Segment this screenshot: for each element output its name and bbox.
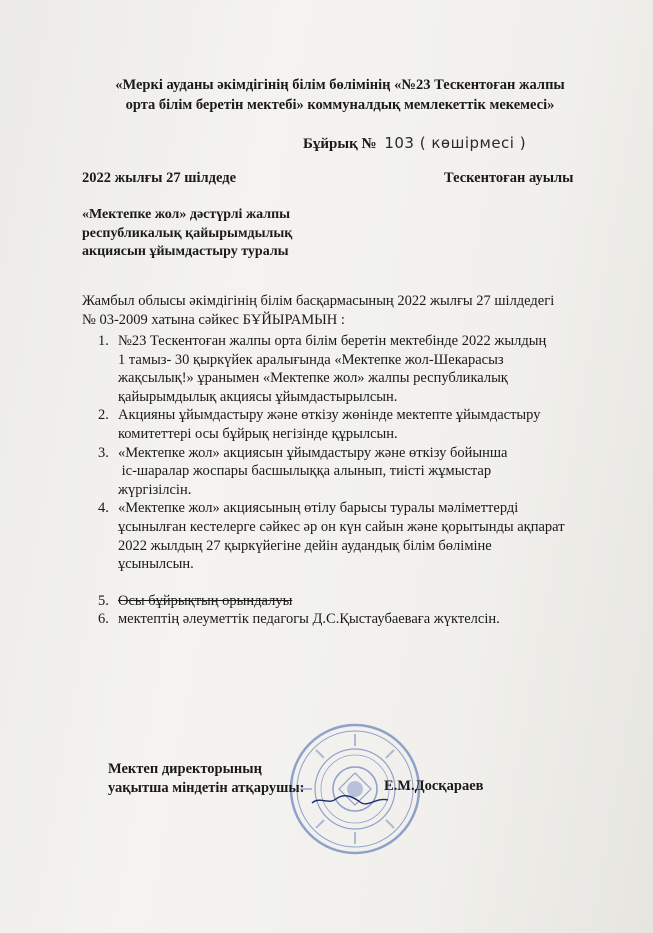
item-line: «Мектепке жол» акциясын ұйымдастыру және өткізу бойынша (118, 444, 508, 461)
institution-header (70, 75, 610, 115)
order-item (82, 610, 592, 629)
signatory-name: Е.М.Досқараев (384, 778, 484, 794)
order-date: 2022 жылғы 27 шілдеде (82, 170, 237, 186)
header-line-2: орта білім беретін мектебі» коммуналдық мемлекеттік мекемесі» (125, 97, 555, 113)
order-place: Тескентоған ауылы (444, 170, 574, 186)
item-line: қайырымдылық акциясы ұйымдастырылсын. (118, 388, 398, 405)
item-line: «Мектепке жол» акциясының өтілу барысы туралы мәліметтерді (118, 500, 519, 517)
subject-line: «Мектепке жол» дәстүрлі жалпы (82, 207, 291, 222)
item-line: №23 Тескентоған жалпы орта білім беретін мектебінде 2022 жылдың (118, 333, 547, 349)
item-number: 6. (98, 611, 109, 628)
item-number: 1. (98, 333, 109, 349)
item-line: жүргізілсін. (118, 481, 192, 498)
item-line: ұсынылған кестелерге сәйкес әр он күн сайын және қорытынды ақпарат (118, 518, 565, 535)
signatory-title-line: Мектеп директорының (108, 761, 262, 777)
item-line: 2022 жылдың 27 қыркүйегіне дейін аудандық білім бөліміне (118, 537, 492, 554)
subject-line: акциясын ұйымдастыру туралы (82, 244, 289, 259)
order-number-handwritten: 103 ( көшірмесі ) (384, 134, 527, 152)
item-line: комитеттері осы бұйрық негізінде құрылсын. (118, 425, 398, 442)
order-item (82, 592, 592, 611)
order-preamble (82, 292, 582, 329)
item-line: ұсынылсын. (118, 556, 194, 573)
preamble-line: № 03-2009 хатына сәйкес БҰЙЫРАМЫН : (82, 311, 345, 328)
signatory-title-line: уақытша міндетін атқарушы: (108, 779, 305, 796)
preamble-line: Жамбыл облысы әкімдігінің білім басқармасының 2022 жылғы 27 шілдедегі (82, 293, 555, 309)
signatory-title (108, 760, 305, 797)
order-item (82, 444, 592, 500)
item-line: мектептің әлеуметтік педагогы Д.С.Қыстаубаеваға жүктелсін. (118, 611, 500, 628)
order-subject (82, 206, 342, 262)
order-item (82, 499, 592, 573)
order-item (82, 332, 592, 406)
item-line: 1 тамыз- 30 қыркүйек аралығында «Мектепке жол-Шекарасыз (118, 351, 504, 368)
subject-line: республикалық қайырымдылық (82, 225, 293, 241)
item-number: 4. (98, 500, 109, 517)
order-items-list (82, 332, 592, 629)
item-line: іс-шаралар жоспары басшылыққа алынып, тиісті жұмыстар (118, 463, 492, 480)
order-label: Бұйрық № (303, 136, 377, 152)
item-line: Осы бұйрықтың орындалуы (118, 592, 293, 609)
item-number: 5. (98, 592, 109, 609)
item-line: жақсылық!» ұранымен «Мектепке жол» жалпы республикалық (118, 370, 508, 387)
item-number: 3. (98, 444, 109, 461)
order-number (303, 134, 526, 153)
item-line: Акцияны ұйымдастыру және өткізу жөнінде мектепте ұйымдастыру (118, 407, 541, 424)
signature-icon (310, 794, 390, 806)
item-number: 2. (98, 407, 109, 424)
order-item (82, 406, 592, 443)
header-line-1: «Меркі ауданы әкімдігінің білім бөлімінің «№23 Тескентоған жалпы (115, 77, 565, 93)
